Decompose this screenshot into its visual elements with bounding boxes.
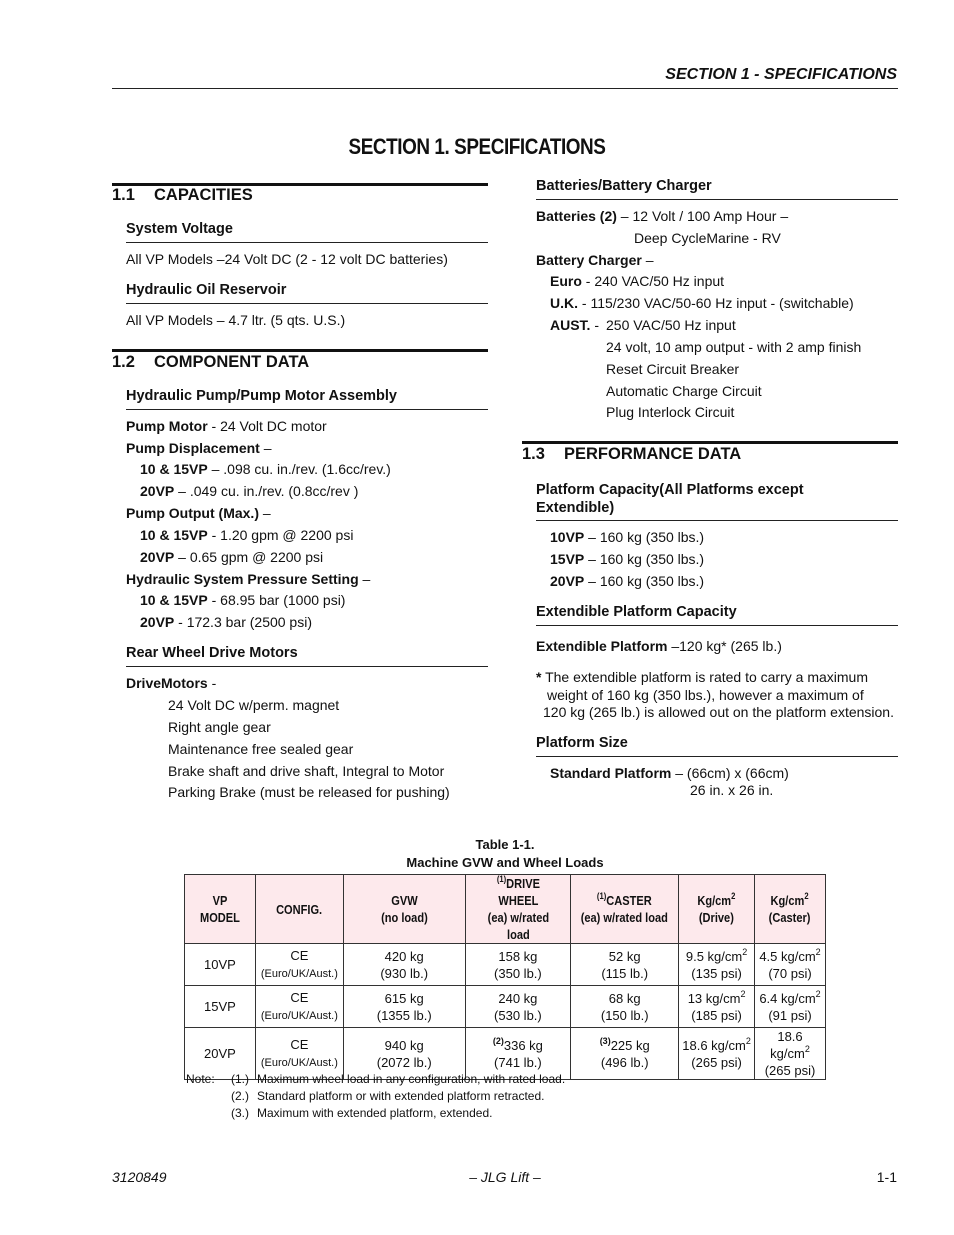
reservoir-line: All VP Models – 4.7 ltr. (5 qts. U.S.) <box>126 312 346 328</box>
cell-model: 20VP <box>185 1028 256 1080</box>
column-header-drive-wheel: $^{(1)}$DRIVE WHEEL (ea) w/rated load <box>465 875 571 944</box>
cell-gvw: 420 kg (930 lb.) <box>343 944 465 986</box>
cell-kg-drive: 9.5 $kg/cm^2$ (135 psi) <box>679 944 755 986</box>
cell-caster: $^{(3)}$225 kg (496 lb.) <box>571 1028 679 1080</box>
drive-motors-line: DriveMotors - <box>126 675 217 691</box>
pressure-setting-line: Hydraulic System Pressure Setting – <box>126 571 371 587</box>
cell-caster: 68 kg (150 lb.) <box>571 986 679 1028</box>
subheading-rule <box>126 242 488 243</box>
charger-aust-item: 250 VAC/50 Hz input <box>606 317 736 333</box>
subheading-extendible-capacity: Extendible Platform Capacity <box>536 604 737 620</box>
charger-euro-line: Euro - 240 VAC/50 Hz input <box>550 273 725 289</box>
running-header: SECTION 1 - SPECIFICATIONS <box>665 66 897 83</box>
charger-aust-item: 24 volt, 10 amp output - with 2 amp finish <box>606 339 862 355</box>
drive-motor-item: Right angle gear <box>168 719 271 735</box>
charger-aust-item: Automatic Charge Circuit <box>606 383 762 399</box>
cell-kg-caster: 4.5 $kg/cm^2$ (70 psi) <box>755 944 826 986</box>
extendible-platform-line: Extendible Platform –120 kg* (265 lb.) <box>536 638 782 654</box>
extendible-note-line: 120 kg (265 lb.) is allowed out on the platform extension. <box>543 704 894 720</box>
subheading-system-voltage: System Voltage <box>126 221 233 237</box>
displacement-20-line: 20VP – .049 cu. in./rev. (0.8cc/rev ) <box>140 483 359 499</box>
column-header-model: VP MODEL <box>185 875 256 944</box>
subheading-rule <box>536 625 898 626</box>
subheading-hydraulic-oil-reservoir: Hydraulic Oil Reservoir <box>126 282 287 298</box>
charger-aust-item: Reset Circuit Breaker <box>606 361 740 377</box>
pressure-10-15-line: 10 & 15VP - 68.95 bar (1000 psi) <box>140 592 346 608</box>
section-heading-1-3: 1.3 PERFORMANCE DATA <box>522 445 742 463</box>
subheading-platform-capacity: Platform Capacity(All Platforms except Extendible) <box>536 482 804 516</box>
subheading-batteries: Batteries/Battery Charger <box>536 178 712 194</box>
subheading-rule <box>536 520 898 521</box>
drive-motor-item: Maintenance free sealed gear <box>168 741 354 757</box>
drive-motor-item: Parking Brake (must be released for pushing) <box>168 784 450 800</box>
cell-config: CE (Euro/UK/Aust.) <box>255 1028 343 1080</box>
subheading-rule <box>126 303 488 304</box>
cell-kg-drive: 13 $kg/cm^2$ (185 psi) <box>679 986 755 1028</box>
drive-motor-item: Brake shaft and drive shaft, Integral to Motor <box>168 763 445 779</box>
drive-motor-item: 24 Volt DC w/perm. magnet <box>168 697 340 713</box>
note-item: (2.) Standard platform or with extended platform retracted. <box>231 1089 545 1103</box>
section-heading-1-2: 1.2 COMPONENT DATA <box>112 353 310 371</box>
section-heading-1-1: 1.1 CAPACITIES <box>112 186 253 204</box>
capacity-15vp-line: 15VP – 160 kg (350 lbs.) <box>550 551 705 567</box>
cell-model: 15VP <box>185 986 256 1028</box>
charger-aust-item: Plug Interlock Circuit <box>606 404 735 420</box>
cell-drive-wheel: 158 kg (350 lb.) <box>465 944 571 986</box>
subheading-rule <box>126 666 488 667</box>
table-caption: Table 1-1. Machine GVW and Wheel Loads <box>406 837 604 870</box>
cell-model: 10VP <box>185 944 256 986</box>
subheading-rule <box>536 756 898 757</box>
charger-uk-line: U.K. - 115/230 VAC/50-60 Hz input - (switchable) <box>550 295 854 311</box>
pump-output-line: Pump Output (Max.) – <box>126 505 271 521</box>
column-header-gvw: GVW (no load) <box>343 875 465 944</box>
cell-config: CE (Euro/UK/Aust.) <box>255 986 343 1028</box>
notes-list <box>231 1071 565 1122</box>
cell-config: CE (Euro/UK/Aust.) <box>255 944 343 986</box>
table-row <box>185 986 826 1028</box>
capacity-10vp-line: 10VP – 160 kg (350 lbs.) <box>550 529 705 545</box>
extendible-note-line: * The extendible platform is rated to carry a maximum <box>536 669 868 685</box>
cell-kg-drive: 18.6 $kg/cm^2$ (265 psi) <box>679 1028 755 1080</box>
column-header-config: CONFIG. <box>255 875 343 944</box>
footer-doc-number: 3120849 <box>112 1169 167 1185</box>
subheading-rule <box>536 199 898 200</box>
pressure-20-line: 20VP - 172.3 bar (2500 psi) <box>140 614 312 630</box>
standard-platform-inches: 26 in. x 26 in. <box>690 782 774 798</box>
section-rule <box>522 441 898 444</box>
table-header-row <box>185 875 826 944</box>
battery-charger-line: Battery Charger – <box>536 252 654 268</box>
header-rule <box>112 88 898 89</box>
batteries-line: Batteries (2) – 12 Volt / 100 Amp Hour – <box>536 208 789 224</box>
charger-aust-label: AUST. - <box>550 317 600 333</box>
cell-kg-caster: 6.4 $kg/cm^2$ (91 psi) <box>755 986 826 1028</box>
note-item: (3.) Maximum with extended platform, extended. <box>231 1106 493 1120</box>
extendible-note-line: weight of 160 kg (350 lbs.), however a maximum of <box>547 687 864 703</box>
cell-gvw: 940 kg (2072 lb.) <box>343 1028 465 1080</box>
note-item: (1.) Maximum wheel load in any configuration, with rated load. <box>231 1072 566 1086</box>
subheading-pump-assembly: Hydraulic Pump/Pump Motor Assembly <box>126 388 397 404</box>
cell-drive-wheel: 240 kg (530 lb.) <box>465 986 571 1028</box>
cell-kg-caster: 18.6 $kg/cm^2$ (265 psi) <box>755 1028 826 1080</box>
output-10-15-line: 10 & 15VP - 1.20 gpm @ 2200 psi <box>140 527 354 543</box>
system-voltage-line: All VP Models –24 Volt DC (2 - 12 volt DC batteries) <box>126 251 448 267</box>
standard-platform-line: Standard Platform – (66cm) x (66cm) <box>550 765 789 781</box>
cell-drive-wheel: $^{(2)}$336 kg (741 lb.) <box>465 1028 571 1080</box>
cell-caster: 52 kg (115 lb.) <box>571 944 679 986</box>
subheading-platform-size: Platform Size <box>536 735 628 751</box>
column-header-caster: $^{(1)}$CASTER (ea) w/rated load <box>571 875 679 944</box>
column-header-kg-caster: $Kg/cm^2$ (Caster) <box>755 875 826 944</box>
capacity-20vp-line: 20VP – 160 kg (350 lbs.) <box>550 573 705 589</box>
section-rule <box>112 349 488 352</box>
gvw-table <box>184 874 826 1080</box>
footer-center: – JLG Lift – <box>469 1169 541 1185</box>
displacement-10-15-line: 10 & 15VP – .098 cu. in./rev. (1.6cc/rev.) <box>140 461 391 477</box>
pump-motor-line: Pump Motor - 24 Volt DC motor <box>126 418 327 434</box>
cell-gvw: 615 kg (1355 lb.) <box>343 986 465 1028</box>
subheading-rule <box>126 409 488 410</box>
footer-page-number: 1-1 <box>876 1169 897 1185</box>
output-20-line: 20VP – 0.65 gpm @ 2200 psi <box>140 549 324 565</box>
pump-displacement-line: Pump Displacement – <box>126 440 272 456</box>
column-header-kg-drive: $Kg/cm^2$ (Drive) <box>679 875 755 944</box>
page-title: SECTION 1. SPECIFICATIONS <box>348 134 606 159</box>
table-row <box>185 944 826 986</box>
batteries-type-line: Deep CycleMarine - RV <box>634 230 781 246</box>
subheading-rear-wheel-drive: Rear Wheel Drive Motors <box>126 645 298 661</box>
notes-label: Note: <box>186 1072 215 1086</box>
